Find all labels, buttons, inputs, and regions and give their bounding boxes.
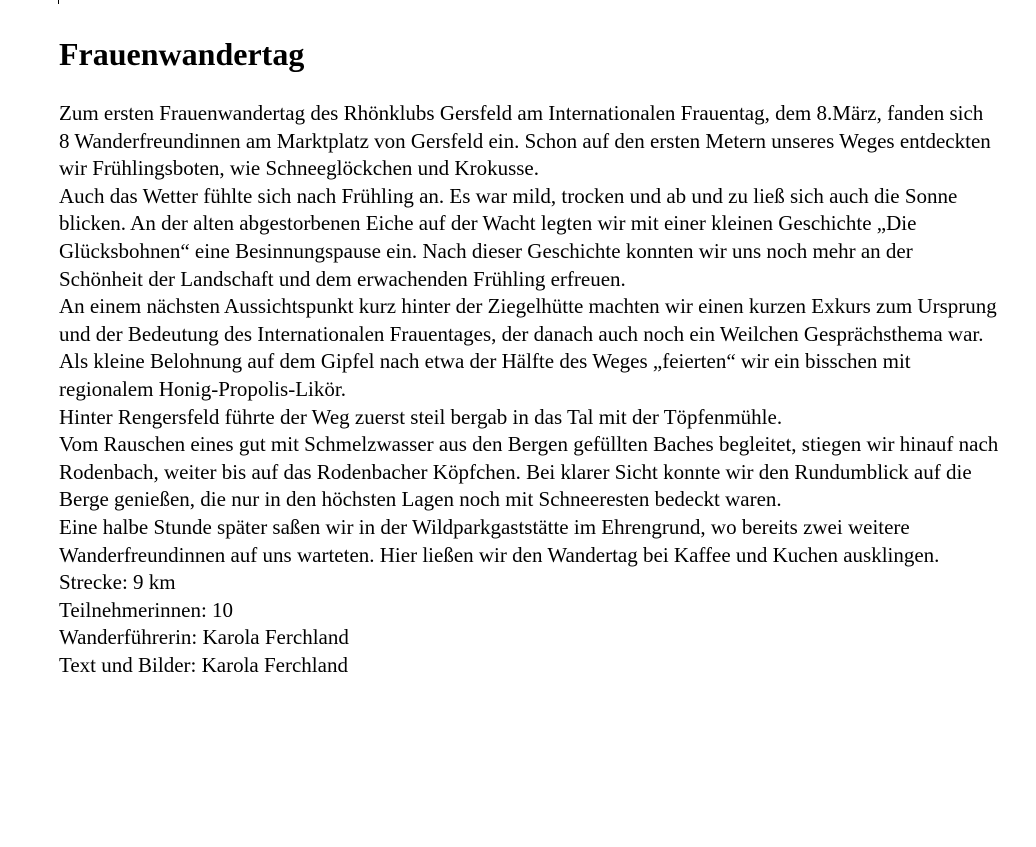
page-corner-mark	[58, 0, 59, 4]
document-page	[59, 30, 999, 679]
paragraph-intro: Zum ersten Frauenwandertag des Rhönklubs Gersfeld am Internationalen Frauentag, dem 8.März, fanden sich 8 Wanderfreundinnen am Marktplatz von Gersfeld ein. Schon auf den ersten Metern unseres Weges entdeckten wir Frühlingsboten, wie Schneeglöckchen und Krokusse.	[59, 101, 991, 181]
fact-participants: Teilnehmerinnen: 10	[59, 597, 234, 622]
paragraph-viewpoint: An einem nächsten Aussichtspunkt kurz hinter der Ziegelhütte machten wir einen kurzen Exkurs zum Ursprung und der Bedeutung des Internationalen Frauentages, der danach auch noch ein Weilchen Gesprächsthema war.	[59, 294, 997, 346]
paragraph-rodenbach: Vom Rauschen eines gut mit Schmelzwasser aus den Bergen gefüllten Baches begleitet, stiegen wir hinauf nach Rodenbach, weiter bis auf das Rodenbacher Köpfchen. Bei klarer Sicht konnte wir den Rundumblick auf die Berge genießen, die nur in den höchsten Lagen noch mit Schneeresten bedeckt waren.	[59, 432, 999, 512]
paragraph-descent: Hinter Rengersfeld führte der Weg zuerst steil bergab in das Tal mit der Töpfenmühle.	[59, 404, 783, 429]
fact-guide: Wanderführerin: Karola Ferchland	[59, 625, 349, 650]
paragraph-closing: Eine halbe Stunde später saßen wir in der Wildparkgaststätte im Ehrengrund, wo bereits zwei weitere Wanderfreundinnen auf uns warteten. Hier ließen wir den Wandertag bei Kaffee und Kuchen ausklingen.	[59, 514, 940, 567]
article-title: Frauenwandertag	[59, 36, 305, 72]
fact-credits: Text und Bilder: Karola Ferchland	[59, 652, 348, 677]
paragraph-summit: Als kleine Belohnung auf dem Gipfel nach etwa der Hälfte des Weges „feierten“ wir ein bisschen mit regionalem Honig-Propolis-Likör.	[59, 349, 911, 401]
fact-route: Strecke: 9 km	[59, 570, 176, 595]
article-body	[59, 100, 999, 679]
paragraph-weather: Auch das Wetter fühlte sich nach Frühling an. Es war mild, trocken und ab und zu ließ sich auch die Sonne blicken. An der alten abgestorbenen Eiche auf der Wacht legten wir mit einer kleinen Geschichte „Die Glücksbohnen“ eine Besinnungspause ein. Nach dieser Geschichte konnten wir uns noch mehr an der Schönheit der Landschaft und dem erwachenden Frühling erfreuen.	[59, 183, 958, 291]
